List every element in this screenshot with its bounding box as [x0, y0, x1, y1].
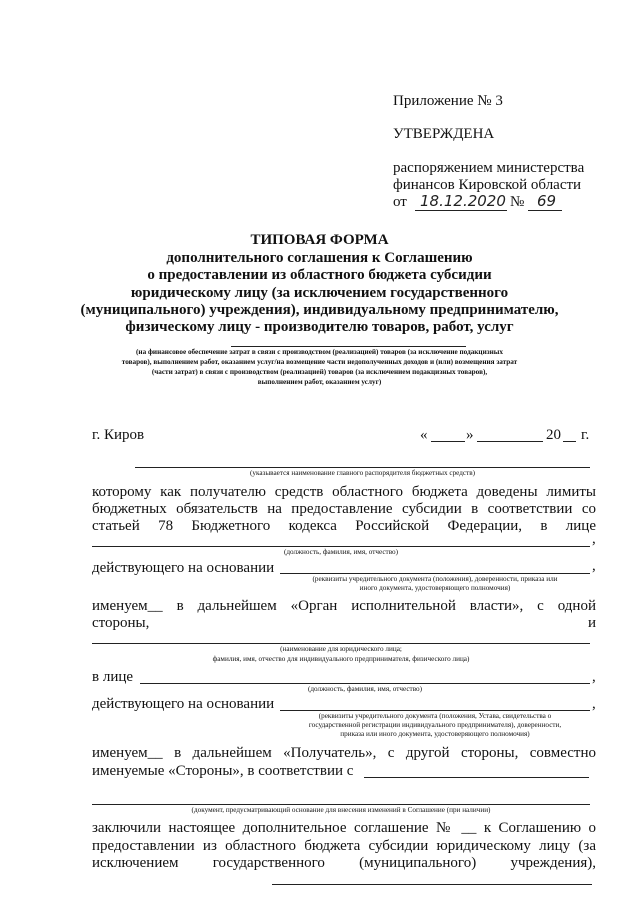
day-field[interactable]: [431, 441, 465, 442]
appendix-number: Приложение № 3: [393, 93, 503, 109]
authority-person-field[interactable]: [92, 546, 590, 547]
named-authority-line-2: стороны,: [92, 615, 150, 631]
authority-field[interactable]: [135, 467, 590, 468]
document-hint: (документ, предусматривающий основание для внесения изменений в Соглашение (при наличии): [191, 806, 491, 814]
person-hint-1: (должность, фамилия, имя, отчество): [283, 548, 399, 556]
approved-label: УТВЕРЖДЕНА: [393, 126, 495, 142]
year-field[interactable]: [563, 441, 576, 442]
title-line-2: о предоставлении из областного бюджета субсидии: [147, 267, 492, 283]
basis-hint-2-line-2: государственной регистрации индивидуального предпринимателя), доверенности,: [308, 721, 562, 729]
in-person-label: в лице: [92, 669, 134, 685]
basis-hint-2-line-1: (реквизиты учредительного документа (положения, Устава, свидетельства о: [318, 712, 552, 720]
named-authority-line-1: именуем__ в дальнейшем «Орган исполнительной власти», с одной: [92, 598, 596, 614]
basis-document-field[interactable]: [92, 804, 590, 805]
person-hint-2: (должность, фамилия, имя, отчество): [307, 685, 423, 693]
paragraph-3-line-2: предоставлении из областного бюджета субсидии юридическому лицу (за: [92, 838, 596, 854]
basis-hint-1-line-1: (реквизиты учредительного документа (положения), доверенности, приказа или: [312, 575, 558, 583]
order-number-underline: [528, 210, 562, 211]
recipient-hint-line-1: (наименование для юридического лица;: [280, 645, 402, 653]
comma-3: ,: [592, 669, 596, 685]
year-suffix: г.: [581, 427, 590, 443]
date-open-quote: «: [420, 427, 428, 443]
paragraph-3-line-1: заключили настоящее дополнительное соглашение № __ к Соглашению о: [92, 820, 596, 836]
order-date-label: от: [393, 194, 407, 210]
form-title: ТИПОВАЯ ФОРМА: [250, 232, 389, 248]
order-line-2: финансов Кировской области: [393, 177, 582, 193]
title-line-1: дополнительного соглашения к Соглашению: [166, 250, 473, 266]
recipient-basis-field[interactable]: [280, 710, 590, 711]
named-recipient-line-1: именуем__ в дальнейшем «Получатель», с другой стороны, совместно: [92, 745, 596, 761]
purpose-note-3: (части затрат) в связи с производством (реализацией) товаров (за исключением подакцизных товаров),: [151, 368, 488, 376]
recipient-person-field[interactable]: [140, 683, 590, 684]
year-prefix: 20: [546, 427, 561, 443]
basis-hint-1-line-2: иного документа, удостоверяющего полномочия): [359, 584, 511, 592]
authority-basis-field[interactable]: [280, 573, 590, 574]
comma-1: ,: [592, 531, 596, 547]
order-date-underline: [415, 210, 507, 211]
purpose-underline: [231, 346, 466, 347]
title-line-3: юридическому лицу (за исключением государственного: [130, 285, 509, 301]
acting-basis-label-2: действующего на основании: [92, 696, 275, 712]
order-line-1: распоряжением министерства: [393, 160, 585, 176]
named-recipient-line-2: именуемые «Стороны», в соответствии с: [92, 763, 354, 779]
purpose-note-1: (на финансовое обеспечение затрат в связи с производством (реализацией) товаров (за исключение подакцизных: [136, 348, 503, 356]
comma-4: ,: [592, 696, 596, 712]
order-date-handwritten: 18.12.2020: [420, 192, 506, 210]
city: г. Киров: [92, 427, 145, 443]
comma-2: ,: [592, 558, 596, 574]
paragraph-3-line-3: исключением государственного (муниципального) учреждения),: [92, 855, 596, 871]
basis-document-field-inline[interactable]: [364, 777, 589, 778]
month-field[interactable]: [477, 441, 543, 442]
authority-hint: (указывается наименование главного распорядителя бюджетных средств): [249, 469, 476, 477]
title-line-5: физическому лицу - производителю товаров, работ, услуг: [125, 319, 514, 335]
title-line-4: (муниципального) учреждения), индивидуальному предпринимателю,: [80, 302, 559, 318]
paragraph-1-line-2: бюджетных обязательств на предоставление субсидии в соответствии со: [92, 501, 596, 517]
conjunction-and: и: [588, 615, 597, 631]
recipient-field[interactable]: [92, 643, 590, 644]
purpose-note-2: товаров), выполнением работ, оказанием услуг/на возмещение части недополученных доходов и (или) возмещения затрат: [121, 358, 518, 366]
paragraph-1-line-3: статьей 78 Бюджетного кодекса Российской Федерации, в лице: [92, 518, 596, 534]
continuation-field[interactable]: [272, 884, 592, 885]
order-number-handwritten: 69: [537, 192, 557, 210]
purpose-note-4: выполнением работ, оказанием услуг): [257, 378, 382, 386]
paragraph-1-line-1: которому как получателю средств областного бюджета доведены лимиты: [92, 484, 596, 500]
order-number-label: №: [510, 194, 525, 210]
date-close-quote: »: [466, 427, 474, 443]
recipient-hint-line-2: фамилия, имя, отчество для индивидуального предпринимателя, физического лица): [212, 655, 470, 663]
basis-hint-2-line-3: приказа или иного документа, удостоверяющего полномочия): [340, 730, 530, 738]
acting-basis-label-1: действующего на основании: [92, 560, 275, 576]
